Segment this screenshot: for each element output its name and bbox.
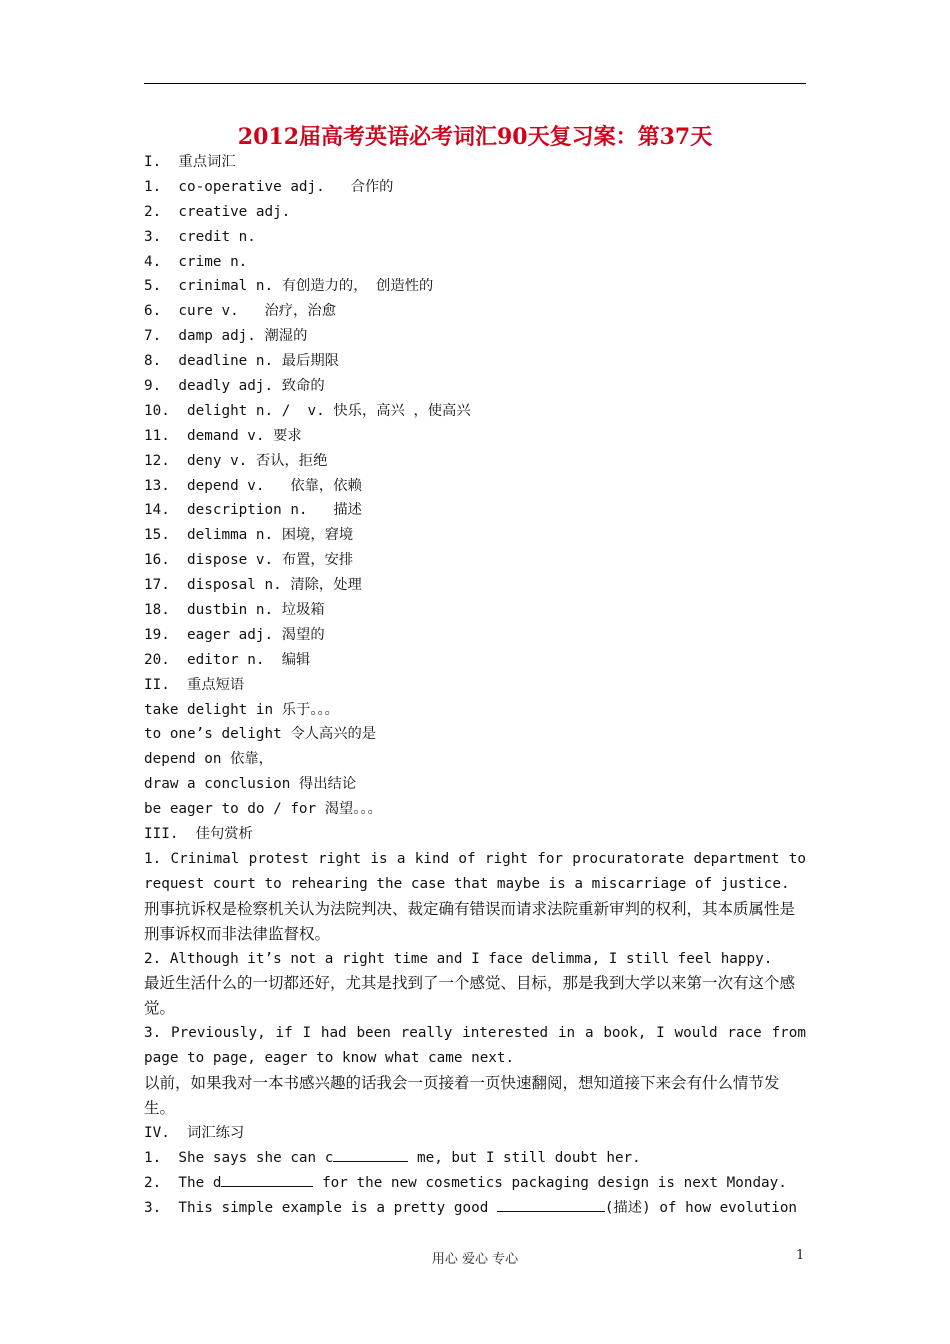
exercise-text: (描述) of how evolution — [604, 1199, 798, 1216]
vocab-item: 15. delimma n. 困境，窘境 — [144, 527, 354, 544]
vocab-item: 7. damp adj. 潮湿的 — [144, 328, 308, 345]
vocab-item: 12. deny v. 否认，拒绝 — [144, 452, 328, 469]
sentence-chinese: 以前，如果我对一本书感兴趣的话我会一页接着一页快速翻阅，想知道接下来会有什么情节发生。 — [144, 1074, 780, 1117]
vocab-item: 9. deadly adj. 致命的 — [144, 378, 325, 395]
vocab-item: 18. dustbin n. 垃圾箱 — [144, 602, 325, 619]
vocab-item: 14. description n. 描述 — [144, 502, 362, 519]
vocab-item: 4. crime n. — [144, 253, 248, 270]
sentence-chinese: 刑事抗诉权是检察机关认为法院判决、裁定确有错误而请求法院重新审判的权利，其本质属性是刑事诉权而非法律监督权。 — [144, 899, 796, 943]
page-footer: 用心 爱心 专心 — [431, 1252, 519, 1267]
phrase-item: be eager to do / for 渴望。。。 — [144, 801, 382, 818]
answer-blank[interactable] — [221, 1172, 313, 1187]
page-number: 1 — [796, 1248, 805, 1263]
exercise-item — [144, 1146, 806, 1171]
phrase-item: depend on 依靠， — [144, 751, 273, 768]
exercise-item — [144, 1171, 806, 1196]
phrase-item: to one’s delight 令人高兴的是 — [144, 726, 377, 743]
exercise-text: 3. This simple example is a pretty good — [144, 1199, 497, 1216]
exercise-text: for the new cosmetics packaging design is next Monday. — [313, 1174, 787, 1191]
vocab-item: 8. deadline n. 最后期限 — [144, 353, 339, 370]
vocab-item: 6. cure v. 治疗，治愈 — [144, 303, 336, 320]
section-heading: IV. 词汇练习 — [144, 1124, 245, 1141]
vocab-item: 17. disposal n. 清除，处理 — [144, 577, 362, 594]
document-body — [144, 150, 806, 1220]
vocab-item: 16. dispose v. 布置，安排 — [144, 552, 354, 569]
answer-blank[interactable] — [497, 1197, 605, 1212]
header-rule — [144, 83, 806, 84]
vocab-item: 19. eager adj. 渴望的 — [144, 626, 325, 643]
section-heading: III. 佳句赏析 — [144, 826, 253, 843]
vocab-item: 11. demand v. 要求 — [144, 427, 302, 444]
answer-blank[interactable] — [333, 1147, 408, 1162]
phrase-item: take delight in 乐于。。。 — [144, 701, 339, 718]
exercise-text: 1. She says she can c — [144, 1149, 334, 1166]
exercise-item — [144, 1196, 806, 1221]
vocab-item: 1. co-operative adj. 合作的 — [144, 178, 394, 195]
section-heading: II. 重点短语 — [144, 676, 245, 693]
vocab-item: 20. editor n. 编辑 — [144, 651, 311, 668]
sentence-block — [144, 847, 806, 1121]
vocab-item: 13. depend v. 依靠，依赖 — [144, 477, 362, 494]
sentence-english: 1. Crinimal protest right is a kind of right for procuratorate department to — [144, 850, 806, 867]
sentence-english: 2. Although it’s not a right time and I face delimma, I still feel happy. — [144, 950, 773, 967]
vocab-item: 5. crinimal n. 有创造力的， 创造性的 — [144, 278, 434, 295]
phrase-item: draw a conclusion 得出结论 — [144, 776, 357, 793]
sentence-english: page to page, eager to know what came next. — [144, 1050, 515, 1067]
page-title: 2012届高考英语必考词汇90天复习案：第37天 — [237, 124, 713, 150]
sentence-english: 3. Previously, if I had been really interested in a book, I would race from — [144, 1025, 806, 1042]
exercise-text: 2. The d — [144, 1174, 222, 1191]
sentence-chinese: 最近生活什么的一切都还好，尤其是找到了一个感觉、目标，那是我到大学以来第一次有这个感觉。 — [144, 974, 796, 1018]
vocab-item: 3. credit n. — [144, 228, 256, 245]
phrase-list — [144, 698, 806, 822]
exercise-list — [144, 1146, 806, 1221]
section-heading: I. 重点词汇 — [144, 154, 236, 170]
sentence-english: request court to rehearing the case that maybe is a miscarriage of justice. — [144, 875, 790, 892]
vocab-item: 2. creative adj. — [144, 203, 291, 220]
exercise-text: me, but I still doubt her. — [408, 1149, 641, 1166]
vocab-list — [144, 175, 806, 673]
vocab-item: 10. delight n. / v. 快乐，高兴 ，使高兴 — [144, 402, 471, 419]
